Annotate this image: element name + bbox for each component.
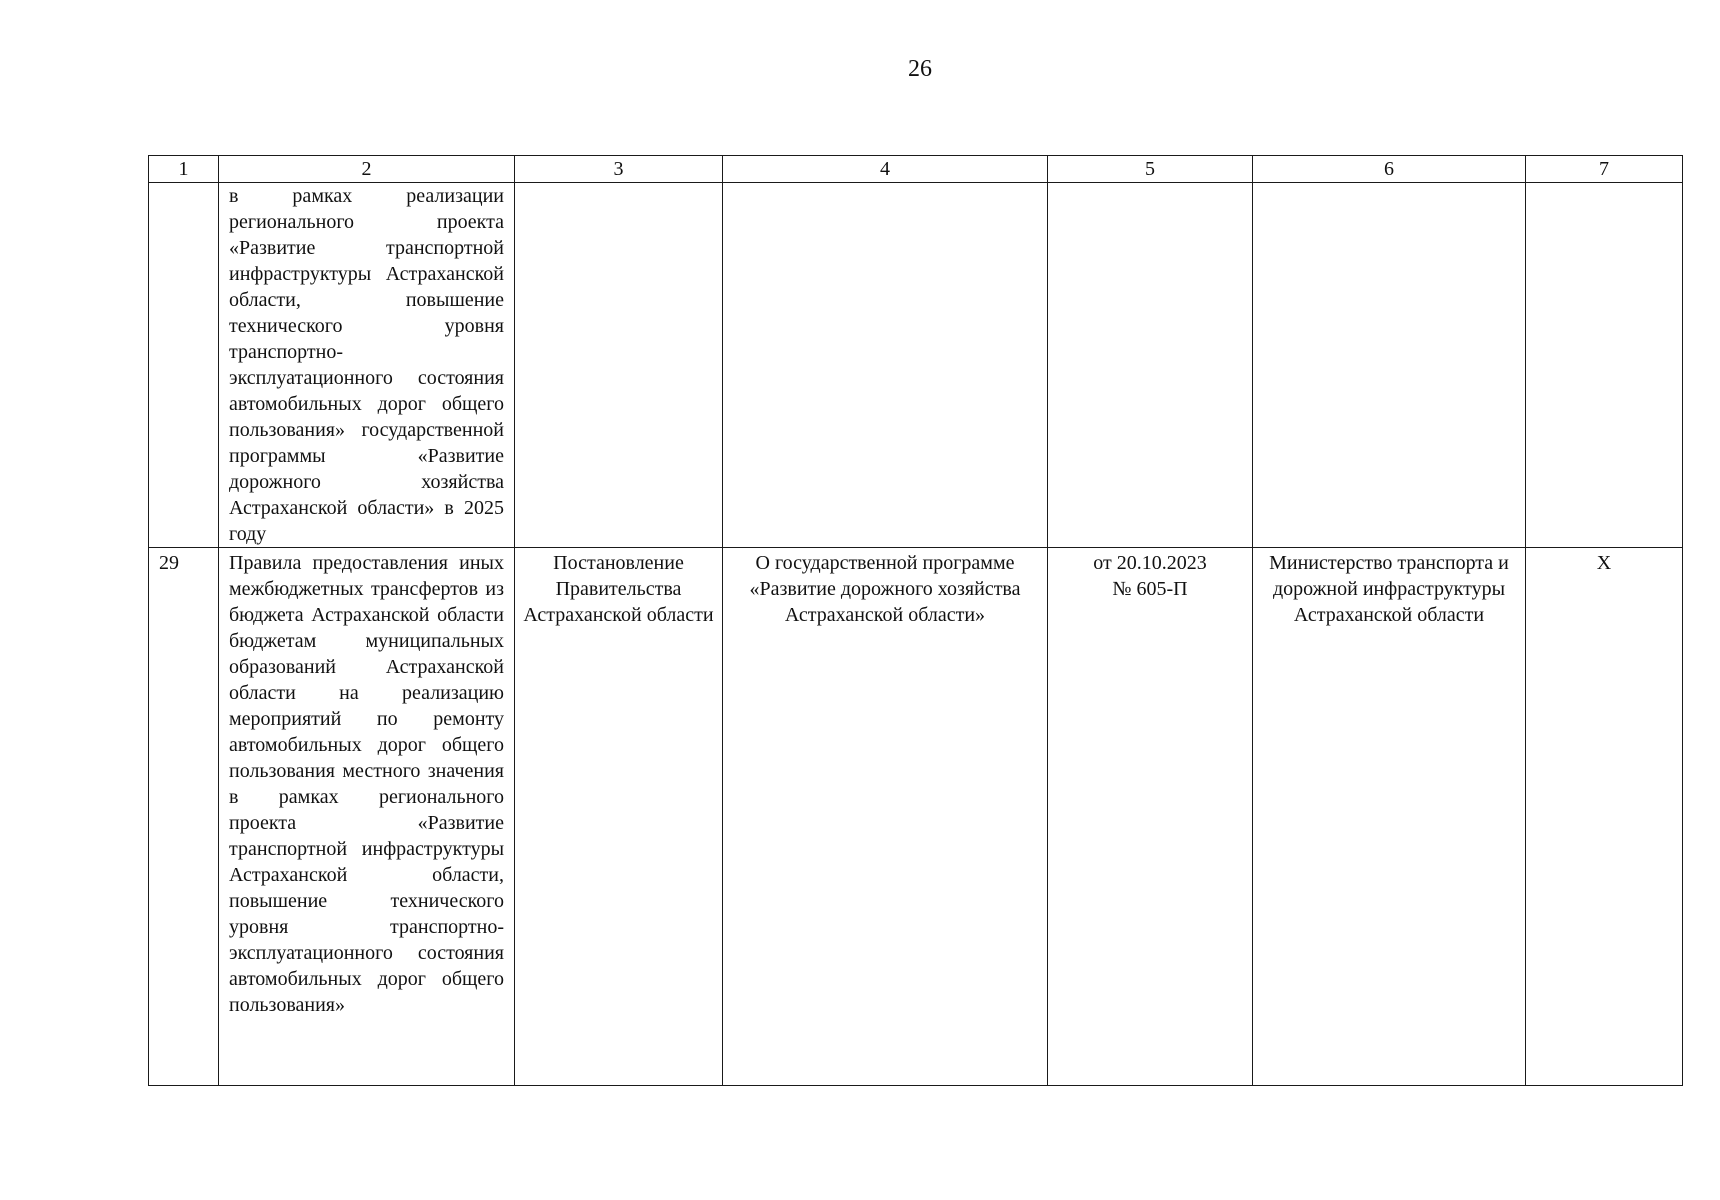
header-col-4: 4 <box>723 156 1048 183</box>
cont-cell-doc-type <box>515 183 723 548</box>
cont-cell-doc-title <box>723 183 1048 548</box>
row-29-authority: Министерство транспорта и дорожной инфраструктуры Астраханской области <box>1253 548 1526 1086</box>
row-29-date: от 20.10.2023 <box>1093 552 1207 574</box>
row-29-doc-number: № 605-П <box>1112 578 1188 600</box>
table-row-29 <box>149 548 1683 1086</box>
row-29-description: Правила предоставления иных межбюджетных трансфертов из бюджета Астраханской области бюджетам муниципальных образований Астраханской области на реализацию мероприятий по ремонту автомобильных дорог общего пользования местного значения в рамках регионального проекта «Развитие транспортной инфраструктуры Астраханской области, повышение технического уровня транспортно-эксплуатационного состояния автомобильных дорог общего пользования» <box>219 548 515 1086</box>
header-col-7: 7 <box>1526 156 1683 183</box>
cont-cell-date <box>1048 183 1253 548</box>
row-29-doc-title: О государственной программе «Развитие дорожного хозяйства Астраханской области» <box>723 548 1048 1086</box>
row-29-mark: Х <box>1526 548 1683 1086</box>
cont-cell-mark <box>1526 183 1683 548</box>
document-table <box>148 155 1683 1086</box>
row-29-number: 29 <box>149 548 219 1086</box>
row-29-doc-type: Постановление Правительства Астраханской области <box>515 548 723 1086</box>
header-col-2: 2 <box>219 156 515 183</box>
table-header-row <box>149 156 1683 183</box>
table-row-continuation <box>149 183 1683 548</box>
page-number: 26 <box>908 56 932 82</box>
header-col-3: 3 <box>515 156 723 183</box>
cont-cell-description: в рамках реализации регионального проекта «Развитие транспортной инфраструктуры Астраханской области, повышение технического уровня транспортно-эксплуатационного состояния автомобильных дорог общего пользования» государственной программы «Развитие дорожного хозяйства Астраханской области» в 2025 году <box>219 183 515 548</box>
cont-cell-authority <box>1253 183 1526 548</box>
row-29-date-cell <box>1048 548 1253 1086</box>
cont-cell-number <box>149 183 219 548</box>
header-col-1: 1 <box>149 156 219 183</box>
header-col-5: 5 <box>1048 156 1253 183</box>
header-col-6: 6 <box>1253 156 1526 183</box>
